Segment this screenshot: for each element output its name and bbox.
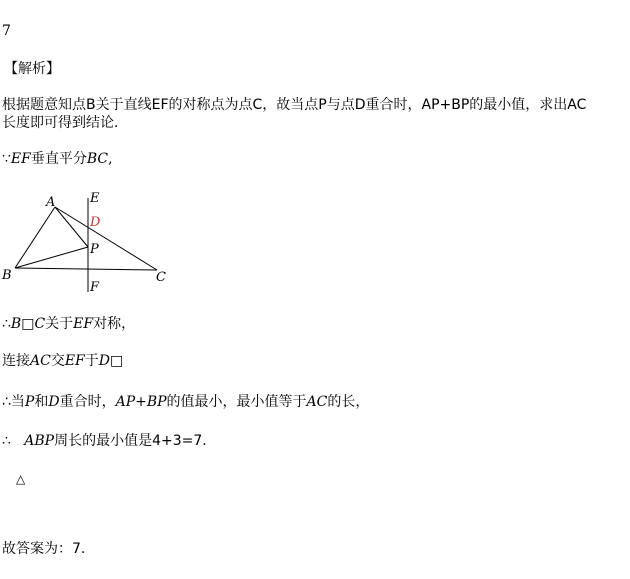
step-perpendicular-bisector: ∵EF垂直平分BC, xyxy=(2,151,113,167)
geometry-figure xyxy=(0,190,200,295)
segment-ef: EF xyxy=(10,151,31,167)
final-answer: 故答案为：7. xyxy=(2,541,86,557)
segment-ab xyxy=(15,207,55,268)
missing-char-box: □ xyxy=(21,316,35,332)
segment-ap xyxy=(55,207,88,247)
segment-bp xyxy=(15,247,88,268)
step-minimum-condition: ∴当P和D重合时，AP+BP的值最小，最小值等于AC的长， xyxy=(2,394,370,410)
answer-value: 7 xyxy=(2,23,11,39)
because-symbol: ∵ xyxy=(2,151,11,167)
label-f: F xyxy=(90,280,100,295)
label-a: A xyxy=(46,195,56,210)
label-b: B xyxy=(2,268,12,283)
label-e: E xyxy=(90,191,100,206)
label-d: D xyxy=(90,215,101,230)
label-p: P xyxy=(90,242,99,257)
segment-bc: BC xyxy=(86,151,109,167)
triangle-symbol: △ xyxy=(16,472,26,486)
analysis-line-2: 长度即可得到结论． xyxy=(2,115,128,131)
analysis-line-1: 根据题意知点B关于直线EF的对称点为点C，故当点P与点D重合时，AP+BP的最小值，求出AC xyxy=(2,97,587,113)
figure-lines xyxy=(15,198,157,292)
missing-char-box: □ xyxy=(110,353,124,369)
segment-bc-line xyxy=(15,268,157,270)
step-symmetry: ∴B□C关于EF对称， xyxy=(2,316,136,332)
step1-text: 垂直平分 xyxy=(30,151,87,167)
segment-ac xyxy=(55,207,157,270)
step-connect-ac: 连接AC交EF于D□ xyxy=(2,353,124,369)
step-minimum-perimeter: ∴ ABP周长的最小值是4+3=7. xyxy=(2,433,207,449)
label-c: C xyxy=(156,270,166,285)
analysis-heading: 【解析】 xyxy=(4,61,60,77)
therefore-symbol: ∴ xyxy=(2,316,11,332)
